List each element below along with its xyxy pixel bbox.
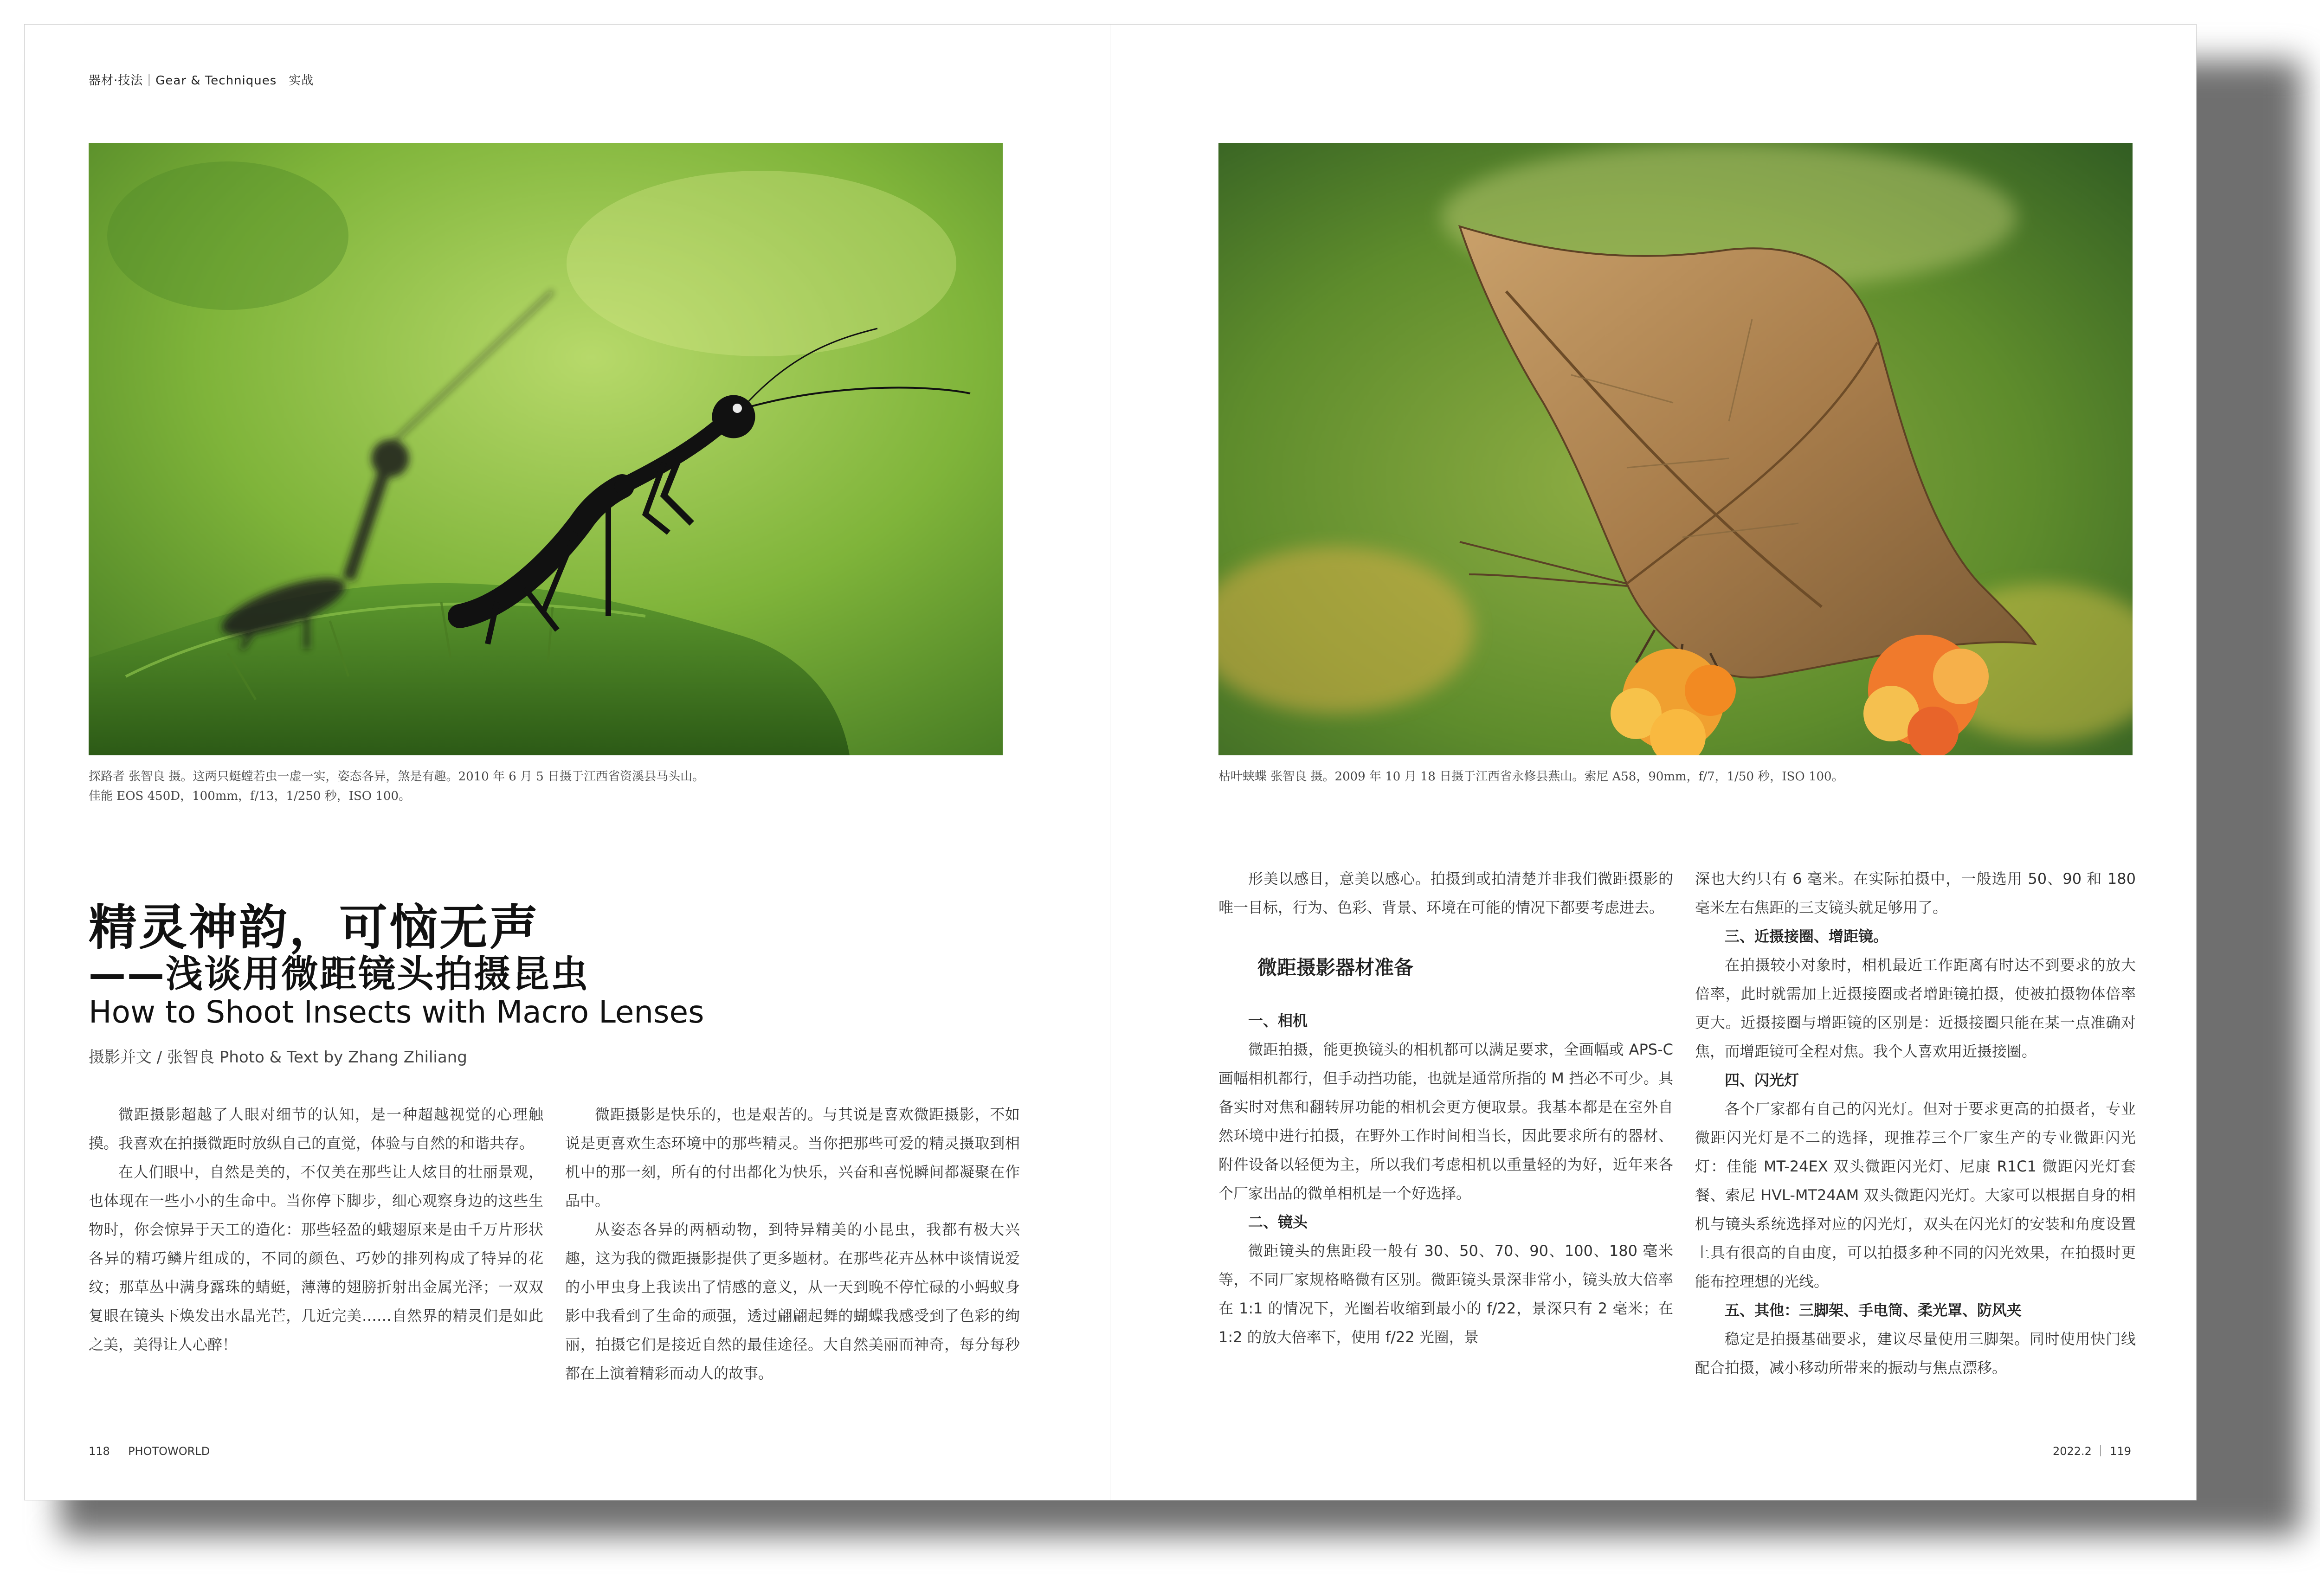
body-column-4	[1695, 864, 2136, 1382]
butterfly-caption-line1: 枯叶蛱蝶 张智良 摄。2009 年 10 月 18 日摄于江西省永修县燕山。索尼 A58，90mm，f/7，1/50 秒，ISO 100。	[1218, 770, 1844, 784]
spine-gutter	[1110, 25, 1111, 1500]
paragraph: 稳定是拍摄基础要求，建议尽量使用三脚架。同时使用快门线配合拍摄，减小移动所带来的振动与焦点漂移。	[1695, 1330, 2136, 1377]
section-heading: 微距摄影器材准备	[1257, 956, 1414, 979]
subheading-flash: 四、闪光灯	[1725, 1071, 1799, 1089]
article-subtitle: ——浅谈用微距镜头拍摄昆虫	[89, 952, 589, 996]
butterfly-illustration	[1218, 143, 2133, 755]
paragraph: 微距摄影是快乐的，也是艰苦的。与其说是喜欢微距摄影，不如说是更喜欢生态环境中的那些精灵。当你把那些可爱的精灵摄取到相机中的那一刻，所有的付出都化为快乐，兴奋和喜悦瞬间都凝聚在作品中。	[565, 1106, 1020, 1210]
mantis-caption	[89, 767, 1017, 806]
subheading-extension-rings: 三、近摄接圈、增距镜。	[1725, 927, 1888, 945]
article-title: 精灵神韵，可恼无声	[89, 899, 540, 956]
body-column-2	[565, 1100, 1020, 1388]
mantis-illustration	[89, 143, 1003, 755]
article-title-english: How to Shoot Insects with Macro Lenses	[89, 994, 704, 1030]
running-head-section: 实战	[289, 74, 314, 88]
paragraph: 在人们眼中，自然是美的，不仅美在那些让人炫目的壮丽景观，也体现在一些小小的生命中。当你停下脚步，细心观察身边的这些生物时，你会惊异于天工的造化：那些轻盈的蛾翅原来是由千万片形状各异的精巧鳞片组成的，不同的颜色、巧妙的排列构成了特异的花纹；那草丛中满身露珠的蜻蜓，薄薄的翅膀折射出金属光泽；一双双复眼在镜头下焕发出水晶光芒，几近完美……自然界的精灵们是如此之美，美得让人心醉！	[89, 1163, 543, 1353]
subheading-camera: 一、相机	[1248, 1012, 1308, 1030]
mantis-caption-line2: 佳能 EOS 450D，100mm，f/13，1/250 秒，ISO 100。	[89, 789, 411, 803]
folio-left: 118 ｜ PHOTOWORLD	[89, 1445, 210, 1458]
paragraph: 从姿态各异的两栖动物，到特异精美的小昆虫，我都有极大兴趣，这为我的微距摄影提供了更多题材。在那些花卉丛林中谈情说爱的小甲虫身上我读出了情感的意义，从一天到晚不停忙碌的小蚂蚁身影中我看到了生命的顽强，透过翩翩起舞的蝴蝶我感受到了色彩的绚丽，拍摄它们是接近自然的最佳途径。大自然美丽而神奇，每分每秒都在上演着精彩而动人的故事。	[565, 1221, 1020, 1382]
paragraph: 深也大约只有 6 毫米。在实际拍摄中，一般选用 50、90 和 180 毫米左右焦距的三支镜头就足够用了。	[1695, 870, 2136, 916]
paragraph: 微距拍摄，能更换镜头的相机都可以满足要求，全画幅或 APS-C 画幅相机都行，但手动挡功能，也就是通常所指的 M 挡必不可少。具备实时对焦和翻转屏功能的相机会更方便取景。我基本都是在室外自然环境中进行拍摄，在野外工作时间相当长，因此要求所有的器材、附件设备以轻便为主，所以我们考虑相机以重量轻的为好，近年来各个厂家出品的微单相机是一个好选择。	[1218, 1041, 1673, 1202]
subheading-lens: 二、镜头	[1248, 1213, 1308, 1231]
paragraph: 微距镜头的焦距段一般有 30、50、70、90、100、180 毫米等，不同厂家规格略微有区别。微距镜头景深非常小，镜头放大倍率在 1:1 的情况下，光圈若收缩到最小的 f/22，景深只有 2 毫米；在 1:2 的放大倍率下，使用 f/22 光圈，景	[1218, 1242, 1673, 1346]
paragraph: 形美以感目，意美以感心。拍摄到或拍清楚并非我们微距摄影的唯一目标，行为、色彩、背景、环境在可能的情况下都要考虑进去。	[1218, 870, 1673, 916]
mantis-photo	[89, 143, 1003, 755]
butterfly-photo	[1218, 143, 2133, 755]
subheading-other: 五、其他：三脚架、手电筒、柔光罩、防风夹	[1725, 1301, 2022, 1319]
body-column-1	[89, 1100, 543, 1359]
mantis-caption-line1: 探路者 张智良 摄。这两只蜓螳若虫一虚一实，姿态各异，煞是有趣。2010 年 6 月 5 日摄于江西省资溪县马头山。	[89, 770, 705, 784]
body-column-3	[1218, 864, 1673, 1351]
paragraph: 微距摄影超越了人眼对细节的认知，是一种超越视觉的心理触摸。我喜欢在拍摄微距时放纵自己的直觉，体验与自然的和谐共存。	[89, 1106, 543, 1152]
paragraph: 各个厂家都有自己的闪光灯。但对于要求更高的拍摄者，专业微距闪光灯是不二的选择，现推荐三个厂家生产的专业微距闪光灯：佳能 MT-24EX 双头微距闪光灯、尼康 R1C1 微距闪光灯套餐、索尼 HVL-MT24AM 双头微距闪光灯。大家可以根据自身的相机与镜头系统选择对应的闪光灯，双头在闪光灯的安装和角度设置上具有很高的自由度，可以拍摄多种不同的闪光效果，在拍摄时更能布控理想的光线。	[1695, 1100, 2136, 1290]
magazine-spread	[24, 24, 2197, 1500]
butterfly-caption	[1218, 767, 2146, 786]
folio-right: 2022.2 ｜ 119	[2052, 1445, 2131, 1458]
paragraph: 在拍摄较小对象时，相机最近工作距离有时达不到要求的放大倍率，此时就需加上近摄接圈或者增距镜拍摄，使被拍摄物体倍率更大。近摄接圈与增距镜的区别是：近摄接圈只能在某一点准确对焦，而增距镜可全程对焦。我个人喜欢用近摄接圈。	[1695, 956, 2136, 1060]
running-head-label: 器材·技法｜Gear & Techniques	[89, 74, 277, 88]
running-head	[89, 71, 314, 88]
byline: 摄影并文 / 张智良 Photo & Text by Zhang Zhiliang	[89, 1048, 467, 1067]
